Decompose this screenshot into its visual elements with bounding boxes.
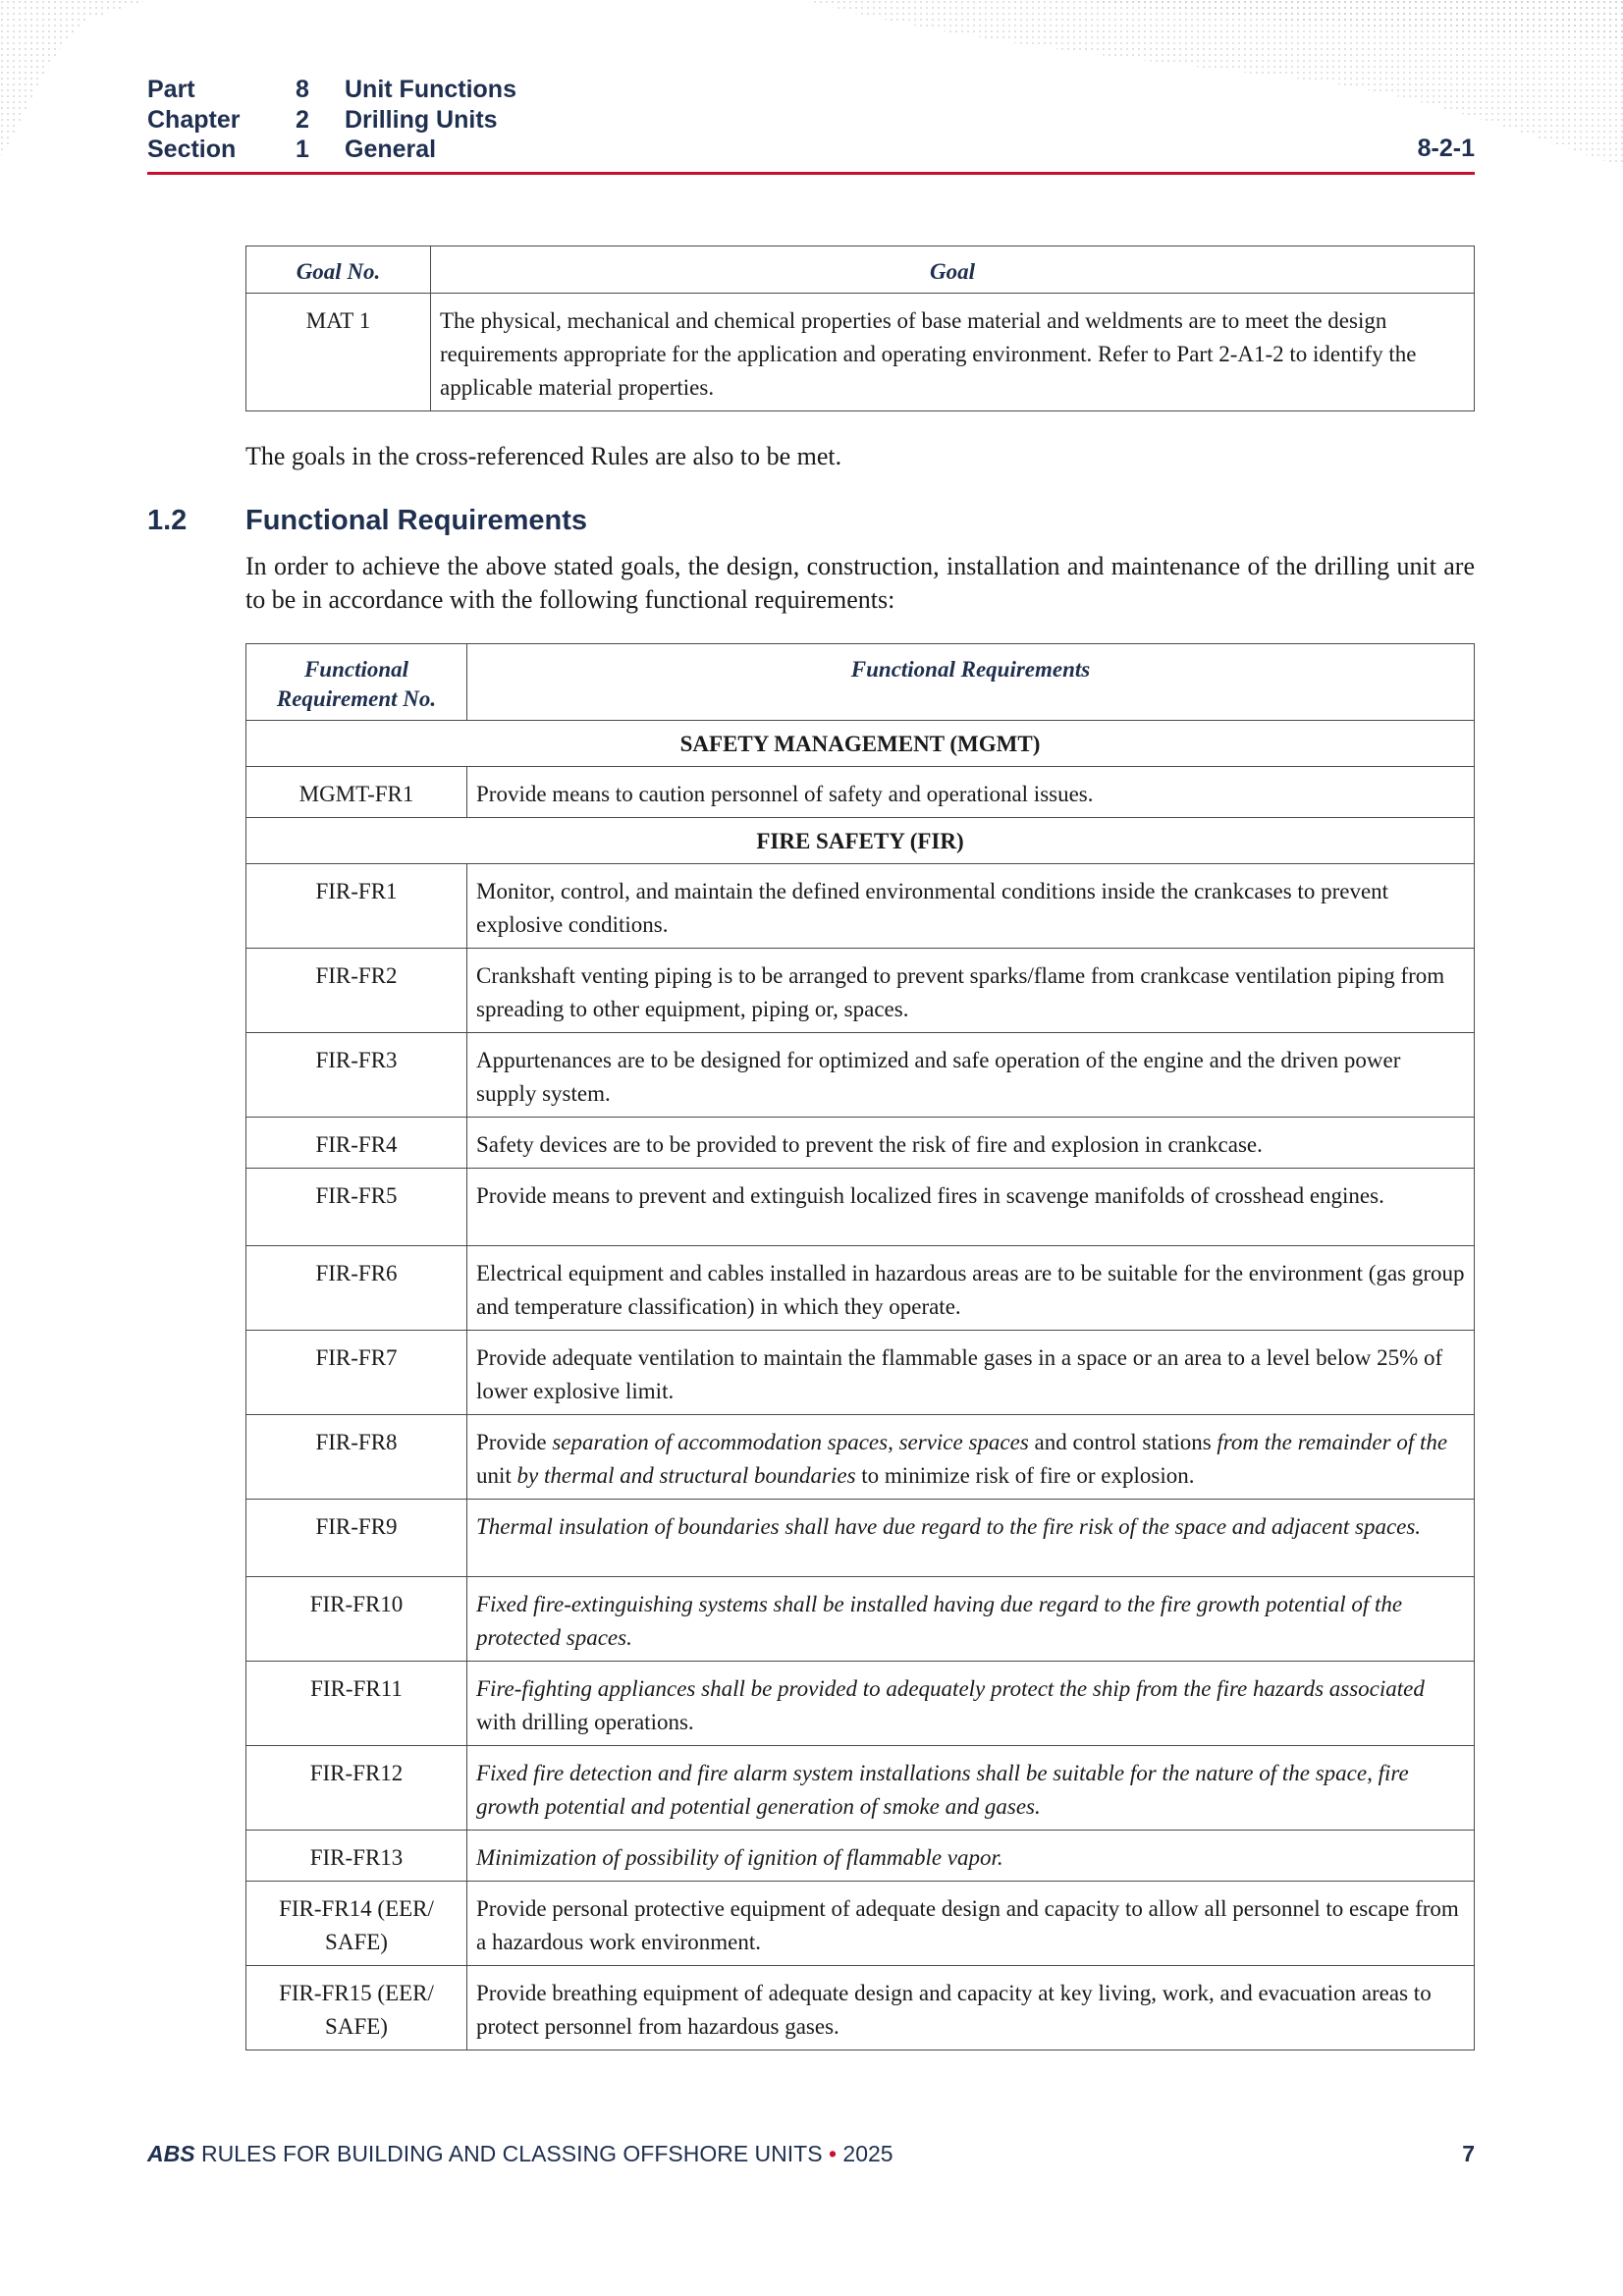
requirement-text [467,1662,1475,1746]
footer-bullet: • [828,2141,838,2166]
table-row [246,1831,1475,1882]
header-number: 8 [296,76,309,103]
table-row [246,1662,1475,1746]
requirement-text-part: with drilling operations. [476,1710,694,1734]
functional-requirements-table [245,643,1475,2050]
section-number: 1.2 [147,505,188,536]
requirement-text: Appurtenances are to be designed for optimized and safe operation of the engine and the driven power supply system. [467,1033,1475,1118]
requirement-text: Crankshaft venting piping is to be arranged to prevent sparks/flame from crankcase ventilation piping from spreading to other equipment, piping or, spaces. [467,949,1475,1033]
running-header [147,75,1475,165]
group-title: FIRE SAFETY (FIR) [246,818,1475,864]
requirement-id: FIR-FR1 [246,864,467,949]
goals-note: The goals in the cross-referenced Rules are also to be met. [245,442,842,470]
requirement-text-part: by thermal and structural boundaries [516,1463,856,1488]
header-row-part [147,75,1475,105]
requirement-text [467,1746,1475,1831]
group-row [246,721,1475,767]
table-row [246,1169,1475,1246]
requirement-text: Provide means to prevent and extinguish localized fires in scavenge manifolds of crosshead engines. [467,1169,1475,1246]
table-row [246,1118,1475,1169]
requirement-text [467,1831,1475,1882]
requirement-text [467,1577,1475,1662]
table-row [246,1746,1475,1831]
page-number: 7 [1462,2141,1475,2166]
requirement-id: FIR-FR14 (EER/ SAFE) [246,1882,467,1966]
header-row-section [147,135,1475,165]
section-reference: 8-2-1 [1417,135,1475,162]
requirement-text: Safety devices are to be provided to prevent the risk of fire and explosion in crankcase. [467,1118,1475,1169]
header-label: Section [147,136,237,163]
goal-id: MAT 1 [246,294,431,411]
requirement-id: FIR-FR8 [246,1415,467,1500]
table-row [246,294,1475,411]
table-row [246,1415,1475,1500]
group-row [246,818,1475,864]
requirement-text-part: Minimization of possibility of ignition of flammable vapor. [476,1845,1003,1870]
requirement-text: Monitor, control, and maintain the defined environmental conditions inside the crankcases to prevent explosive conditions. [467,864,1475,949]
footer-brand: ABS [147,2141,195,2166]
table-row [246,1966,1475,2050]
header-label: Part [147,76,195,103]
header-number: 1 [296,136,309,163]
header-title: Unit Functions [345,76,516,103]
group-title: SAFETY MANAGEMENT (MGMT) [246,721,1475,767]
column-header-goal-no: Goal No. [246,246,431,294]
requirement-id: FIR-FR12 [246,1746,467,1831]
requirement-id: FIR-FR3 [246,1033,467,1118]
header-label: Chapter [147,105,241,134]
requirement-id: FIR-FR11 [246,1662,467,1746]
column-header-goal: Goal [431,246,1475,294]
header-number: 2 [296,105,309,134]
section-intro: In order to achieve the above stated goals, the design, construction, installation and maintenance of the drilling unit are to be in accordance with the following functional requirements: [245,552,1475,614]
goal-text: The physical, mechanical and chemical properties of base material and weldments are to meet the design requirements appropriate for the application and operating environment. Refer to Part 2-A1-2 to identify the applicable material properties. [431,294,1475,411]
requirement-text-part: Fixed fire detection and fire alarm system installations shall be suitable for the nature of the space, fire growth potential and potential generation of smoke and gases. [476,1761,1409,1819]
table-row [246,864,1475,949]
requirement-text-part: to minimize risk of fire or explosion. [855,1463,1195,1488]
table-row [246,767,1475,818]
requirement-text: Provide personal protective equipment of adequate design and capacity to allow all personnel to escape from a hazardous work environment. [467,1882,1475,1966]
table-row [246,1331,1475,1415]
requirement-text [467,1500,1475,1577]
requirement-id: FIR-FR6 [246,1246,467,1331]
table-row [246,1577,1475,1662]
requirement-id: FIR-FR7 [246,1331,467,1415]
footer-title: RULES FOR BUILDING AND CLASSING OFFSHORE UNITS [200,2141,823,2166]
header-divider [147,172,1475,175]
requirement-text-part: and control stations [1028,1430,1217,1454]
requirement-text-part: Thermal insulation of boundaries shall have due regard to the fire risk of the space and adjacent spaces. [476,1514,1422,1539]
requirement-text-part: Provide [476,1430,553,1454]
fr-table-header [246,644,1475,721]
goals-table-header [246,246,1475,294]
header-title: Drilling Units [345,105,498,134]
table-row [246,1882,1475,1966]
column-header-fr: Functional Requirements [467,644,1475,721]
requirement-id: MGMT-FR1 [246,767,467,818]
requirement-text-part: Fire-fighting appliances shall be provided to adequately protect the ship from the fire hazards associated [476,1676,1425,1701]
requirement-text: Provide adequate ventilation to maintain the flammable gases in a space or an area to a level below 25% of lower explosive limit. [467,1331,1475,1415]
table-row [246,949,1475,1033]
requirement-id: FIR-FR13 [246,1831,467,1882]
requirement-id: FIR-FR15 (EER/ SAFE) [246,1966,467,2050]
requirement-id: FIR-FR9 [246,1500,467,1577]
table-row [246,1033,1475,1118]
section-title: Functional Requirements [245,505,588,536]
header-title: General [345,136,437,163]
requirement-id: FIR-FR10 [246,1577,467,1662]
requirement-text-part: separation of accommodation spaces, service spaces [552,1430,1029,1454]
requirement-id: FIR-FR5 [246,1169,467,1246]
requirement-text-part: from the remainder of the [1217,1430,1448,1454]
table-row [246,1246,1475,1331]
requirement-text [467,1415,1475,1500]
goals-table [245,246,1475,411]
requirement-text: Provide means to caution personnel of safety and operational issues. [467,767,1475,818]
requirement-text-part: Fixed fire-extinguishing systems shall be installed having due regard to the fire growth potential of the protected spaces. [476,1592,1403,1650]
page-footer [147,2141,1475,2167]
requirement-id: FIR-FR4 [246,1118,467,1169]
column-header-fr-no: Functional Requirement No. [246,644,467,721]
header-row-chapter [147,105,1475,136]
requirement-id: FIR-FR2 [246,949,467,1033]
requirement-text: Provide breathing equipment of adequate design and capacity at key living, work, and evacuation areas to protect personnel from hazardous gases. [467,1966,1475,2050]
table-row [246,1500,1475,1577]
requirement-text: Electrical equipment and cables installed in hazardous areas are to be suitable for the environment (gas group and temperature classification) in which they operate. [467,1246,1475,1331]
requirement-text-part: unit [476,1463,517,1488]
footer-year: 2025 [842,2141,893,2166]
